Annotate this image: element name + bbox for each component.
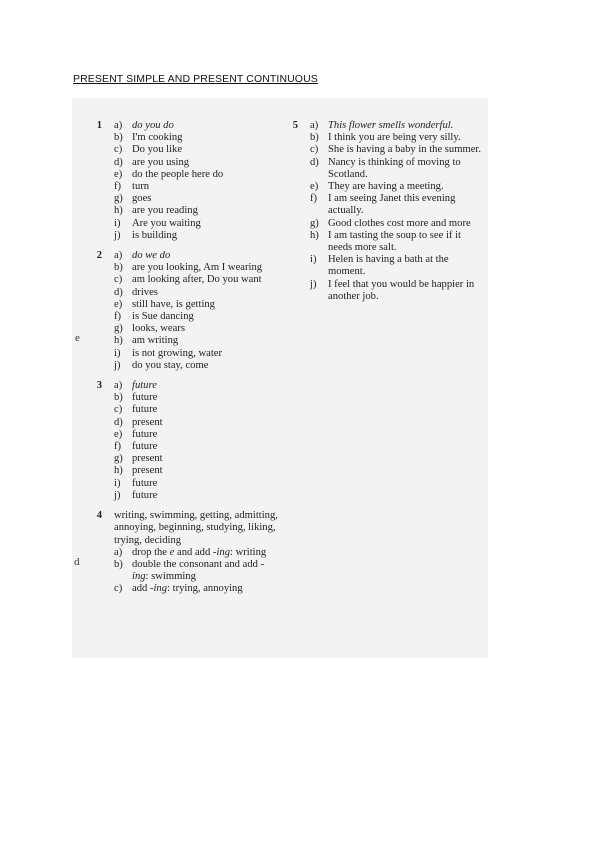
list-item — [310, 132, 481, 144]
item-answer: present — [132, 453, 163, 465]
item-letter: j) — [114, 359, 121, 371]
list-item — [310, 181, 481, 193]
item-answer: present — [132, 465, 163, 477]
exercise-4-intro: writing, swimming, getting, admitting, annoying, beginning, studying, liking, trying, deciding — [114, 510, 278, 546]
exercise-number: 1 — [96, 120, 102, 131]
item-letter: h) — [310, 229, 319, 241]
list-item — [114, 404, 280, 416]
list-item — [310, 230, 481, 254]
item-answer: looks, wears — [132, 323, 185, 335]
item-answer: I am tasting the soup to see if it needs more salt. — [328, 229, 461, 254]
list-item — [114, 348, 280, 360]
margin-mark-e: e — [75, 332, 80, 344]
item-letter: g) — [310, 217, 319, 229]
list-item — [114, 441, 280, 453]
item-answer: am looking after, Do you want — [132, 274, 262, 286]
list-item — [114, 250, 280, 262]
item-letter: f) — [310, 193, 318, 205]
item-answer: drives — [132, 286, 158, 298]
item-answer: Do you like — [132, 144, 183, 156]
item-answer: still have, is getting — [132, 298, 215, 310]
item-answer: are you looking, Am I wearing — [132, 262, 263, 274]
list-item — [310, 279, 481, 303]
item-answer: is building — [132, 229, 178, 241]
list-item — [114, 311, 280, 323]
item-letter: c) — [114, 274, 123, 286]
item-letter: i) — [114, 477, 121, 489]
item-letter: a) — [114, 380, 123, 392]
item-answer: add -ing: trying, annoying — [132, 583, 243, 595]
list-item — [114, 230, 280, 242]
exercise-number: 5 — [292, 120, 298, 131]
exercise-3 — [80, 380, 280, 502]
item-letter: j) — [114, 489, 121, 501]
item-answer: am writing — [132, 335, 179, 347]
item-letter: b) — [114, 392, 123, 404]
item-answer: present — [132, 416, 163, 428]
item-letter: e) — [114, 298, 123, 310]
item-letter: a) — [114, 250, 123, 262]
list-item — [114, 323, 280, 335]
item-answer: I am seeing Janet this evening actually. — [328, 193, 456, 217]
item-letter: b) — [114, 262, 123, 274]
list-item — [310, 144, 481, 156]
list-item — [114, 132, 280, 144]
item-letter: a) — [310, 120, 319, 131]
item-answer: future — [132, 441, 158, 453]
item-answer: do you stay, come — [132, 359, 209, 371]
item-letter: g) — [114, 453, 123, 465]
item-letter: g) — [114, 193, 123, 205]
margin-mark-d: d — [74, 556, 80, 568]
item-letter: a) — [114, 546, 123, 558]
item-letter: j) — [114, 229, 121, 241]
list-item — [114, 181, 280, 193]
item-answer: is Sue dancing — [132, 311, 194, 323]
item-answer: Are you waiting — [132, 217, 201, 229]
item-letter: c) — [114, 144, 123, 156]
list-item — [114, 205, 280, 217]
list-item — [114, 218, 280, 230]
item-answer: drop the e and add -ing: writing — [132, 546, 267, 558]
list-item — [114, 193, 280, 205]
page-title: PRESENT SIMPLE AND PRESENT CONTINUOUS — [73, 73, 318, 85]
item-letter: b) — [114, 558, 123, 570]
list-item — [114, 583, 280, 595]
item-answer: are you reading — [132, 205, 198, 217]
item-letter: b) — [310, 132, 319, 144]
list-item — [114, 380, 280, 392]
item-letter: e) — [114, 168, 123, 180]
list-item — [114, 490, 280, 502]
exercise-number: 3 — [96, 380, 102, 392]
list-item — [114, 429, 280, 441]
item-letter: f) — [114, 311, 122, 323]
item-answer: This flower smells wonderful. — [328, 120, 454, 131]
list-item — [114, 547, 280, 559]
list-item — [114, 169, 280, 181]
exercise-number: 4 — [96, 510, 102, 522]
item-letter: h) — [114, 465, 123, 477]
item-letter: j) — [310, 278, 317, 290]
list-item — [310, 120, 481, 132]
item-letter: d) — [114, 416, 123, 428]
list-item — [310, 218, 481, 230]
item-letter: c) — [114, 404, 123, 416]
item-letter: i) — [114, 347, 121, 359]
item-answer: future — [132, 380, 157, 392]
list-item — [114, 417, 280, 429]
list-item — [114, 120, 280, 132]
item-answer: She is having a baby in the summer. — [328, 144, 481, 156]
item-answer: do the people here do — [132, 168, 224, 180]
list-item — [114, 465, 280, 477]
item-answer: future — [132, 477, 158, 489]
exercise-number: 2 — [96, 250, 102, 262]
item-letter: e) — [114, 428, 123, 440]
item-answer: are you using — [132, 156, 190, 168]
item-letter: d) — [114, 156, 123, 168]
item-letter: a) — [114, 120, 123, 131]
item-letter: d) — [114, 286, 123, 298]
item-letter: h) — [114, 335, 123, 347]
list-item — [114, 274, 280, 286]
item-letter: c) — [114, 583, 123, 595]
item-letter: b) — [114, 132, 123, 144]
item-answer: do you do — [132, 120, 174, 131]
item-answer: future — [132, 404, 158, 416]
item-answer: I'm cooking — [132, 132, 183, 144]
list-item — [114, 453, 280, 465]
item-letter: i) — [310, 254, 317, 266]
list-item — [114, 478, 280, 490]
exercise-4 — [80, 510, 280, 595]
list-item — [114, 144, 280, 156]
item-answer: I think you are being very silly. — [328, 132, 461, 144]
item-letter: h) — [114, 205, 123, 217]
item-letter: f) — [114, 441, 122, 453]
list-item — [114, 559, 280, 583]
exercise-2 — [80, 250, 280, 372]
item-letter: i) — [114, 217, 121, 229]
list-item — [310, 254, 481, 278]
list-item — [114, 262, 280, 274]
list-item — [114, 392, 280, 404]
list-item — [114, 335, 280, 347]
item-answer: Nancy is thinking of moving to Scotland. — [328, 156, 461, 180]
right-column — [276, 120, 481, 303]
list-item — [310, 193, 481, 217]
left-column — [80, 120, 280, 596]
exercise-5 — [276, 120, 481, 303]
item-letter: d) — [310, 156, 319, 168]
item-answer: They are having a meeting. — [328, 181, 444, 193]
item-answer: do we do — [132, 250, 171, 262]
exercise-1 — [80, 120, 280, 242]
list-item — [114, 287, 280, 299]
item-answer: turn — [132, 181, 150, 193]
item-letter: e) — [310, 181, 319, 193]
item-answer: goes — [132, 193, 152, 205]
item-letter: c) — [310, 144, 319, 156]
item-answer: future — [132, 489, 158, 501]
item-answer: I feel that you would be happier in another job. — [328, 278, 475, 302]
item-answer: Good clothes cost more and more — [328, 217, 471, 229]
item-letter: g) — [114, 323, 123, 335]
item-letter: f) — [114, 181, 122, 193]
item-answer: Helen is having a bath at the moment. — [328, 254, 449, 278]
item-answer: double the consonant and add -ing: swimming — [132, 558, 265, 583]
list-item — [114, 157, 280, 169]
list-item — [114, 299, 280, 311]
item-answer: future — [132, 392, 158, 404]
list-item — [114, 360, 280, 372]
item-answer: is not growing, water — [132, 347, 223, 359]
list-item — [310, 157, 481, 181]
item-answer: future — [132, 428, 158, 440]
